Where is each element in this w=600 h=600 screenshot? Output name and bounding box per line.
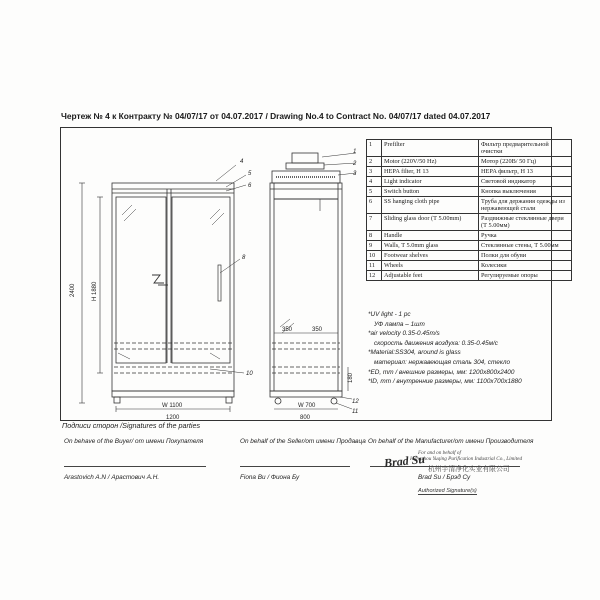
dim-depth-inner: W 700 [298, 403, 316, 409]
spec-english: Walls, T 5.0mm glass [382, 241, 479, 251]
seller-signature-line [240, 466, 350, 467]
spec-number: 2 [367, 157, 382, 167]
spec-number: 12 [367, 271, 382, 281]
wheel [275, 398, 281, 404]
authorized-signature-line: Authorized Signature(s) [418, 488, 477, 494]
spec-table-row [367, 261, 572, 271]
spec-english: Switch button [382, 187, 479, 197]
spec-russian: Кнопка выключения [479, 187, 572, 197]
callout-5: 5 [248, 171, 252, 177]
note-air-en: *air velocity 0.35-0.45m/s [368, 330, 440, 338]
note-air-ru: скорость движения воздуха: 0.35-0.45м/с [374, 339, 498, 347]
spec-number: 1 [367, 140, 382, 157]
front-view [79, 165, 246, 419]
spec-number: 11 [367, 261, 382, 271]
spec-table-row [367, 214, 572, 231]
dim-width-inner: W 1100 [162, 403, 183, 409]
note-uv-ru: УФ лампа – 1шт [374, 320, 425, 328]
spec-russian: Труба для держания одежды из нержавеющей стали [479, 197, 572, 214]
spec-table-row [367, 167, 572, 177]
callout-3: 3 [353, 171, 357, 177]
technical-drawing [60, 127, 360, 419]
spec-table-row [367, 231, 572, 241]
spec-table-row [367, 140, 572, 157]
spec-russian: Раздвижные стеклянные двери (Т 5.00мм) [479, 214, 572, 231]
side-outer-frame [270, 183, 342, 391]
note-uv-en: *UV light - 1 pc [368, 311, 411, 318]
callout-11: 11 [352, 409, 359, 415]
note-material-en: *Material:SS304, around is glass [368, 349, 461, 357]
spec-english: Wheels [382, 261, 479, 271]
spec-table-row [367, 157, 572, 167]
spec-number: 10 [367, 251, 382, 261]
spec-russian: Световой индикатор [479, 177, 572, 187]
dim-shelf-depth-2: 350 [312, 327, 323, 333]
spec-russian: Колесики [479, 261, 572, 271]
spec-table-row [367, 271, 572, 281]
stamp-line-3: 杭州宇清净化实业有限公司 [428, 466, 510, 473]
seller-name: Fiona Bu / Фиона Бу [240, 474, 300, 481]
note-external-dims: *ED, mm / внешние размеры, мм: 1200х800х2400 [368, 368, 515, 376]
seller-label: On behalf of the Seller/от имени Продавца [240, 438, 366, 445]
spec-english: Prefilter [382, 140, 479, 157]
spec-english: Handle [382, 231, 479, 241]
buyer-signature-line [64, 466, 206, 467]
door-handle [218, 265, 221, 301]
callout-4: 4 [240, 159, 244, 165]
spec-english: Footwear shelves [382, 251, 479, 261]
left-sliding-door [116, 197, 166, 363]
dim-shelf-depth-1: 350 [282, 327, 293, 333]
spec-english: Sliding glass door (T 5.00mm) [382, 214, 479, 231]
spec-number: 4 [367, 177, 382, 187]
dim-height-inner: H 1880 [92, 281, 98, 301]
dim-width-total: 1200 [166, 415, 180, 419]
spec-number: 9 [367, 241, 382, 251]
callout-12: 12 [352, 399, 359, 405]
signatures-title: Подписи сторон /Signatures of the parties [62, 421, 201, 430]
manufacturer-label: On behalf of the Manufacturer/от имени Производителя [368, 438, 534, 445]
motor-housing [292, 153, 318, 163]
side-view [270, 153, 359, 419]
note-material-ru: материал: нержавеющая сталь 304, стекло [374, 358, 511, 366]
spec-table [366, 139, 572, 281]
note-internal-dims: *ID, mm / внутренние размеры, мм: 1100х700х1880 [368, 378, 522, 386]
spec-table-row [367, 197, 572, 214]
dim-foot-height: 180 [348, 372, 354, 383]
dim-depth-total: 800 [300, 415, 311, 419]
spec-english: HEPA filter, H 13 [382, 167, 479, 177]
spec-number: 8 [367, 231, 382, 241]
spec-table-row [367, 187, 572, 197]
notes-block [368, 310, 522, 387]
document-title: Чертеж № 4 к Контракту № 04/07/17 от 04.07.2017 / Drawing No.4 to Contract No. 04/07/17 dated 04.07.2017 [61, 111, 491, 121]
spec-russian: Регулируемые опоры [479, 271, 572, 281]
stamp-line-2: Hangzhou Yuqing Purification Industrial Co., Limited [410, 456, 523, 462]
spec-russian: Ручка [479, 231, 572, 241]
spec-russian: Фильтр предварительной очистки [479, 140, 572, 157]
spec-table-row [367, 251, 572, 261]
callout-1: 1 [353, 149, 357, 155]
spec-english: Motor (220V/50 Hz) [382, 157, 479, 167]
spec-english: Adjustable feet [382, 271, 479, 281]
spec-number: 5 [367, 187, 382, 197]
stamp-line-1: For and on behalf of [418, 450, 461, 456]
spec-table-row [367, 241, 572, 251]
callout-2: 2 [353, 161, 357, 167]
spec-table-row [367, 177, 572, 187]
manufacturer-name: Brad Su / Брэд Су [418, 474, 471, 481]
buyer-name: Arastovich A.N / Арастович А.Н. [64, 474, 160, 481]
handwritten-signature: Brad Su [383, 451, 426, 471]
buyer-label: On behave of the Buyer/ от имени Покупателя [64, 438, 204, 445]
spec-russian: Мотор (220В/ 50 Гц) [479, 157, 572, 167]
spec-russian: Стеклянные стены, Т 5.00мм [479, 241, 572, 251]
dim-height-total: 2400 [70, 283, 76, 297]
front-outer-frame [112, 183, 234, 391]
spec-english: SS hanging cloth pipe [382, 197, 479, 214]
spec-english: Light indicator [382, 177, 479, 187]
spec-russian: HEPA фильтр, H 13 [479, 167, 572, 177]
callout-8: 8 [242, 255, 246, 261]
callout-10: 10 [246, 371, 253, 377]
callout-6: 6 [248, 183, 252, 189]
spec-number: 3 [367, 167, 382, 177]
spec-number: 7 [367, 214, 382, 231]
spec-number: 6 [367, 197, 382, 214]
spec-russian: Полки для обуви [479, 251, 572, 261]
